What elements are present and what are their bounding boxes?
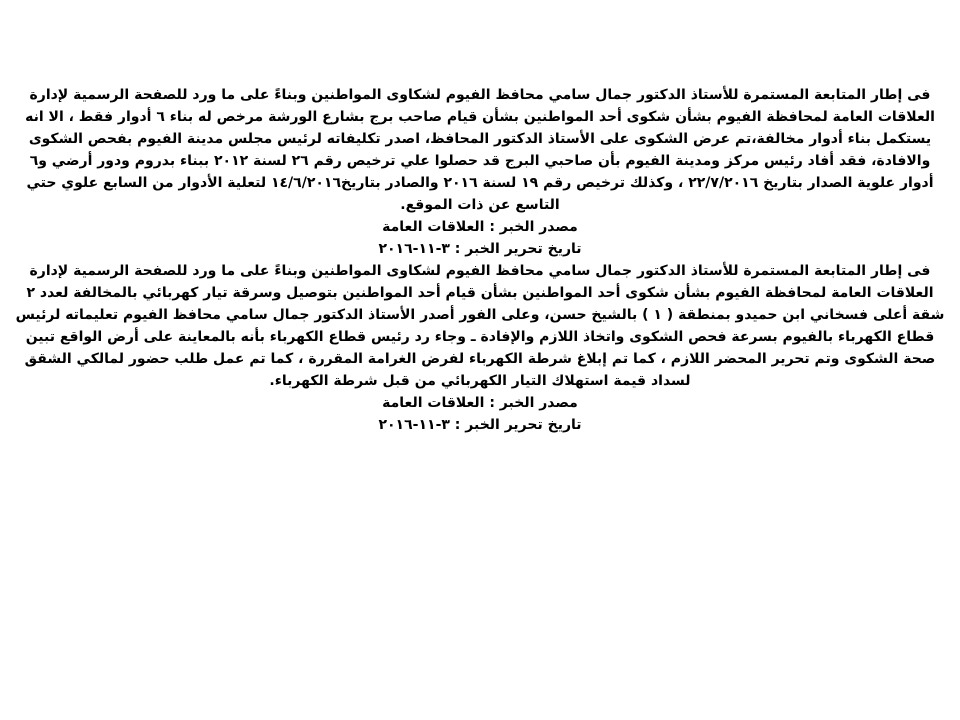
article-date: تاريخ تحرير الخبر : ٣-١١-٢٠١٦ [378,417,582,433]
news-article-2 [14,260,946,436]
article-source: مصدر الخبر : العلاقات العامة [382,395,578,411]
article-body: فى إطار المتابعة المستمرة للأستاذ الدكتور جمال سامي محافظ الفيوم لشكاوى المواطنين وبناءً على ما ورد للصفحة الرسمية لإدارة العلاقات العامة لمحافظة الفيوم بشأن شكوى أحد المواطنين بشأن قيام صاحب برج بشارع الورشة مرخص له بناء ٦ أدوار فقط ، الا انه يستكمل بناء أدوار مخالفة،تم عرض الشكوى على الأستاذ الدكتور المحافظ، اصدر تكليفاته لرئيس مجلس مدينة الفيوم بفحص الشكوى والافادة، فقد أفاد رئيس مركز ومدينة الفيوم بأن صاحبي البرج قد حصلوا علي ترخيص رقم ٢٦ لسنة ٢٠١٢ ببناء بدروم ودور أرضي و٦ أدوار علوية الصدار بتاريخ ٢٢/٧/٢٠١٦ ، وكذلك ترخيص رقم ١٩ لسنة ٢٠١٦ والصادر بتاريخ١٤/٦/٢٠١٦ لتعلية الأدوار من السابع علوي حتي التاسع عن ذات الموقع. [25,87,935,213]
news-document [14,84,946,436]
article-date: تاريخ تحرير الخبر : ٣-١١-٢٠١٦ [378,241,582,257]
article-source: مصدر الخبر : العلاقات العامة [382,219,578,235]
article-body: فى إطار المتابعة المستمرة للأستاذ الدكتور جمال سامي محافظ الفيوم لشكاوى المواطنين وبناءً على ما ورد للصفحة الرسمية لإدارة العلاقات العامة لمحافظة الفيوم بشأن شكوى أحد المواطنين بشأن قيام أحد المواطنين بتوصيل وسرقة تيار كهربائي بالمخالفة لعدد ٢ شقة أعلى فسخاني ابن حميدو بمنطقة ( ١ ) بالشيخ حسن، وعلى الفور أصدر الأستاذ الدكتور جمال سامي محافظ الفيوم تعليماته لرئيس قطاع الكهرباء بالفيوم بسرعة فحص الشكوى واتخاذ اللازم والإفادة ـ وجاء رد رئيس قطاع الكهرباء بأنه بالمعاينة على أرض الواقع تبين صحة الشكوى وتم تحرير المحضر اللازم ، كما تم إبلاغ شرطة الكهرباء لفرض الغرامة المقررة ، كما تم عمل طلب حضور لمالكي الشقق لسداد قيمة استهلاك التيار الكهربائي من قبل شرطة الكهرباء. [15,263,945,389]
news-article-1 [14,84,946,260]
